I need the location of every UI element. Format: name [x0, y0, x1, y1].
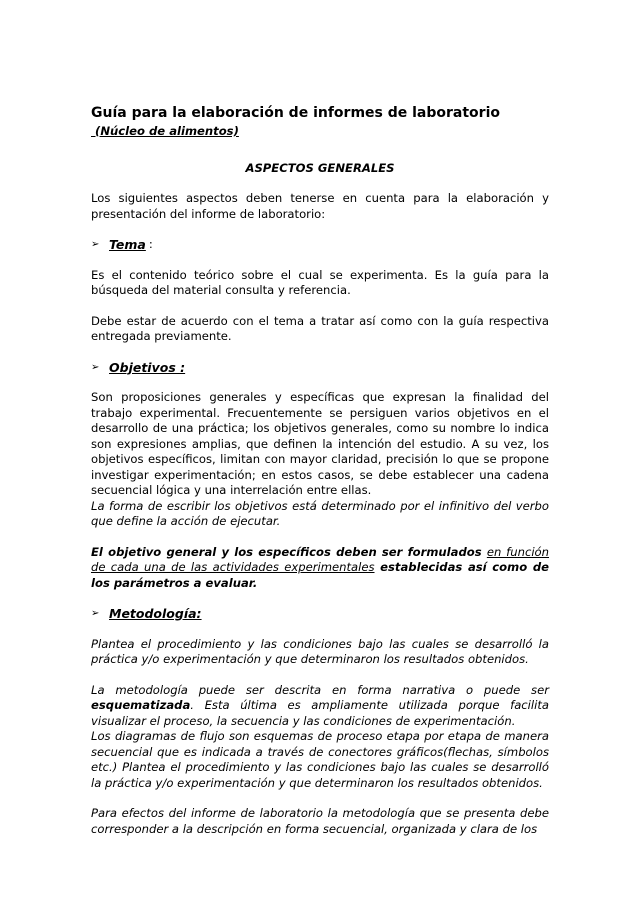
- document-title: Guía para la elaboración de informes de laboratorio: [91, 105, 501, 121]
- objetivos-italic-note: La forma de escribir los objetivos está determinado por el infinitivo del verbo que define la acción de ejecutar.: [91, 498, 549, 528]
- objetivos-paragraph-2: [91, 545, 549, 592]
- metodologia-heading-row: [91, 606, 549, 622]
- section-heading: ASPECTOS GENERALES: [245, 160, 395, 175]
- objetivos-heading: Objetivos :: [109, 359, 186, 375]
- metodologia-paragraph-3: Los diagramas de flujo son esquemas de proceso etapa por etapa de manera secuencial que es indicada a través de conectores gráficos(flechas, símbolos etc.) Plantea el procedimiento y las condiciones bajo las cuales se desarrolló la práctica y/o experimentación y que determinaron los resultados obtenidos.: [91, 729, 549, 790]
- metodologia-p2-part1: La metodología puede ser descrita en forma narrativa o puede ser: [91, 682, 549, 697]
- metodologia-heading: Metodología:: [109, 606, 202, 621]
- tema-colon: :: [148, 237, 153, 251]
- arrow-bullet-icon: ➢: [91, 239, 100, 250]
- metodologia-p2-part2: . Esta última es ampliamente utilizada porque facilita visualizar el proceso, la secuencia y las condiciones de experimentación.: [91, 698, 549, 728]
- metodologia-paragraph-2: [91, 683, 549, 730]
- objetivos-heading-row: [91, 360, 549, 376]
- tema-heading-row: [91, 237, 549, 253]
- objetivos-p2-part2: en función de cada una de las actividades experimentales: [91, 544, 549, 574]
- objetivos-paragraph-1: Son proposiciones generales y específicas que expresan la finalidad del trabajo experimental. Frecuentemente se persiguen varios objetivos en el desarrollo de una práctica; los objetivos generales, como su nombre lo indica son expresiones amplias, que definen la intención del estudio. A su vez, los objetivos específicos, limitan con mayor claridad, precisión lo que se propone investigar experimentación; en estos casos, se debe establecer una cadena secuencial lógica y una interrelación entre ellas.: [91, 390, 549, 497]
- metodologia-paragraph-1: Plantea el procedimiento y las condiciones bajo las cuales se desarrolló la práctica y/o experimentación y que determinaron los resultados obtenidos.: [91, 636, 549, 666]
- document-subtitle: (Núcleo de alimentos): [91, 124, 239, 138]
- intro-paragraph: Los siguientes aspectos deben tenerse en cuenta para la elaboración y presentación del informe de laboratorio:: [91, 191, 549, 221]
- tema-paragraph-2: Debe estar de acuerdo con el tema a tratar así como con la guía respectiva entregada previamente.: [91, 313, 549, 343]
- metodologia-p2-bold: esquematizada: [91, 698, 191, 712]
- objetivos-p2-part3: establecidas así como de los parámetros a evaluar.: [91, 560, 549, 590]
- tema-heading: Tema: [109, 237, 146, 252]
- document-page: [91, 104, 549, 837]
- metodologia-paragraph-4: Para efectos del informe de laboratorio la metodología que se presenta debe corresponder a la descripción en forma secuencial, organizada y clara de los: [91, 806, 549, 836]
- arrow-bullet-icon: ➢: [91, 361, 100, 373]
- tema-paragraph-1: Es el contenido teórico sobre el cual se experimenta. Es la guía para la búsqueda del material consulta y referencia.: [91, 267, 549, 297]
- objetivos-p2-part1: El objetivo general y los específicos deben ser formulados: [91, 544, 487, 559]
- arrow-bullet-icon: ➢: [91, 608, 100, 619]
